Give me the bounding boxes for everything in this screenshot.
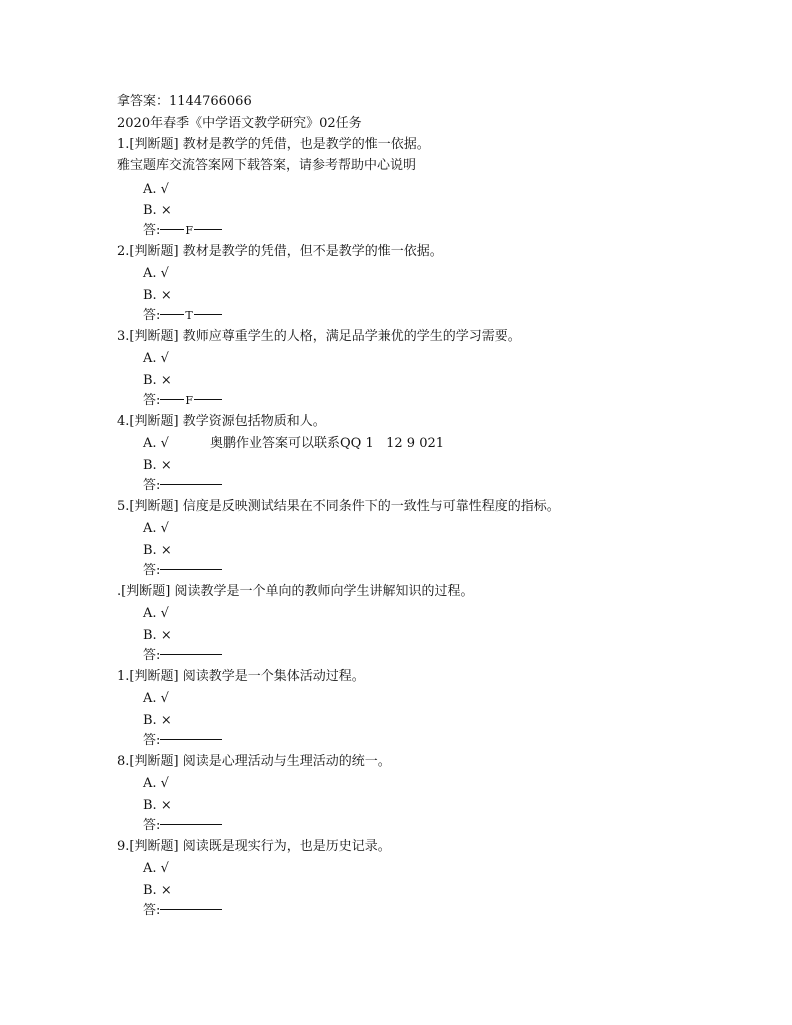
answer-prefix: 答: (143, 478, 161, 493)
answer-rule (160, 484, 222, 485)
option-a: A. √ (143, 861, 169, 876)
question-type-tag: [判断题] (121, 584, 171, 599)
question-number: 1. (117, 137, 130, 152)
question-5 (117, 499, 560, 515)
answer-prefix: 答: (143, 223, 161, 238)
question-type-tag: [判断题] (129, 754, 179, 769)
option-b: B. × (143, 203, 172, 218)
answer-line (143, 733, 222, 749)
option-a: A. √ (143, 436, 169, 451)
question-type-tag: [判断题] (129, 137, 179, 152)
answer-prefix: 答: (143, 818, 161, 833)
question-9 (117, 839, 391, 855)
answer-value: T (185, 309, 193, 322)
answer-rule (160, 654, 222, 655)
option-b: B. × (143, 288, 172, 303)
question-type-tag: [判断题] (129, 329, 179, 344)
question-3 (117, 329, 521, 345)
option-a: A. √ (143, 776, 169, 791)
option-b: B. × (143, 628, 172, 643)
question-1 (117, 137, 430, 153)
question-number: 1. (117, 669, 130, 684)
question-6 (117, 584, 473, 600)
question-type-tag: [判断题] (129, 499, 179, 514)
answer-line (143, 223, 222, 239)
option-b: B. × (143, 458, 172, 473)
question-number: 9. (117, 839, 130, 854)
option-a: A. √ (143, 691, 169, 706)
question-number: 4. (117, 414, 130, 429)
answer-line (143, 393, 222, 409)
answer-value: F (185, 394, 194, 407)
question-text: 教学资源包括物质和人。 (182, 414, 326, 429)
question-text: 教材是教学的凭借，也是教学的惟一依据。 (182, 137, 430, 152)
answer-prefix: 答: (143, 563, 161, 578)
question-7 (117, 669, 365, 685)
option-a: A. √ (143, 182, 169, 197)
answer-line (143, 563, 222, 579)
answer-rule (160, 229, 184, 230)
download-notice: 雅宝题库交流答案网下载答案，请参考帮助中心说明 (117, 158, 417, 173)
option-b: B. × (143, 883, 172, 898)
answer-rule (160, 824, 222, 825)
answer-rule (194, 399, 222, 400)
answer-line (143, 308, 222, 324)
answer-line (143, 903, 222, 919)
question-text: 阅读既是现实行为，也是历史记录。 (182, 839, 391, 854)
answer-rule (160, 569, 222, 570)
question-number: . (117, 584, 122, 599)
question-type-tag: [判断题] (129, 839, 179, 854)
answer-rule (160, 739, 222, 740)
document-title: 2020年春季《中学语文教学研究》02任务 (117, 116, 362, 131)
question-text: 阅读是心理活动与生理活动的统一。 (182, 754, 391, 769)
answer-line (143, 478, 222, 494)
question-number: 5. (117, 499, 130, 514)
question-type-tag: [判断题] (129, 244, 179, 259)
question-number: 3. (117, 329, 130, 344)
option-b: B. × (143, 543, 172, 558)
question-number: 8. (117, 754, 130, 769)
answer-prefix: 答: (143, 733, 161, 748)
question-4 (117, 414, 326, 430)
contact-note: 奥鹏作业答案可以联系QQ 1 12 9 021 (210, 436, 445, 451)
question-text: 教材是教学的凭借，但不是教学的惟一依据。 (182, 244, 443, 259)
answer-prefix: 答: (143, 308, 161, 323)
answer-rule (160, 399, 184, 400)
answer-rule (194, 229, 222, 230)
answer-value: F (185, 224, 194, 237)
option-b: B. × (143, 373, 172, 388)
answer-prefix: 答: (143, 648, 161, 663)
answer-rule (160, 909, 222, 910)
answer-prefix: 答: (143, 903, 161, 918)
question-text: 信度是反映测试结果在不同条件下的一致性与可靠性程度的指标。 (182, 499, 560, 514)
option-a: A. √ (143, 266, 169, 281)
question-text: 教师应尊重学生的人格，满足品学兼优的学生的学习需要。 (182, 329, 521, 344)
question-number: 2. (117, 244, 130, 259)
option-a: A. √ (143, 351, 169, 366)
question-text: 阅读教学是一个集体活动过程。 (182, 669, 365, 684)
option-b: B. × (143, 798, 172, 813)
contact-line: 拿答案：1144766066 (117, 94, 252, 109)
option-a: A. √ (143, 521, 169, 536)
answer-line (143, 648, 222, 664)
option-b: B. × (143, 713, 172, 728)
question-type-tag: [判断题] (129, 414, 179, 429)
option-a: A. √ (143, 606, 169, 621)
answer-rule (194, 314, 222, 315)
answer-line (143, 818, 222, 834)
answer-rule (160, 314, 184, 315)
answer-prefix: 答: (143, 393, 161, 408)
question-8 (117, 754, 391, 770)
question-text: 阅读教学是一个单向的教师向学生讲解知识的过程。 (174, 584, 474, 599)
question-type-tag: [判断题] (129, 669, 179, 684)
question-2 (117, 244, 443, 260)
